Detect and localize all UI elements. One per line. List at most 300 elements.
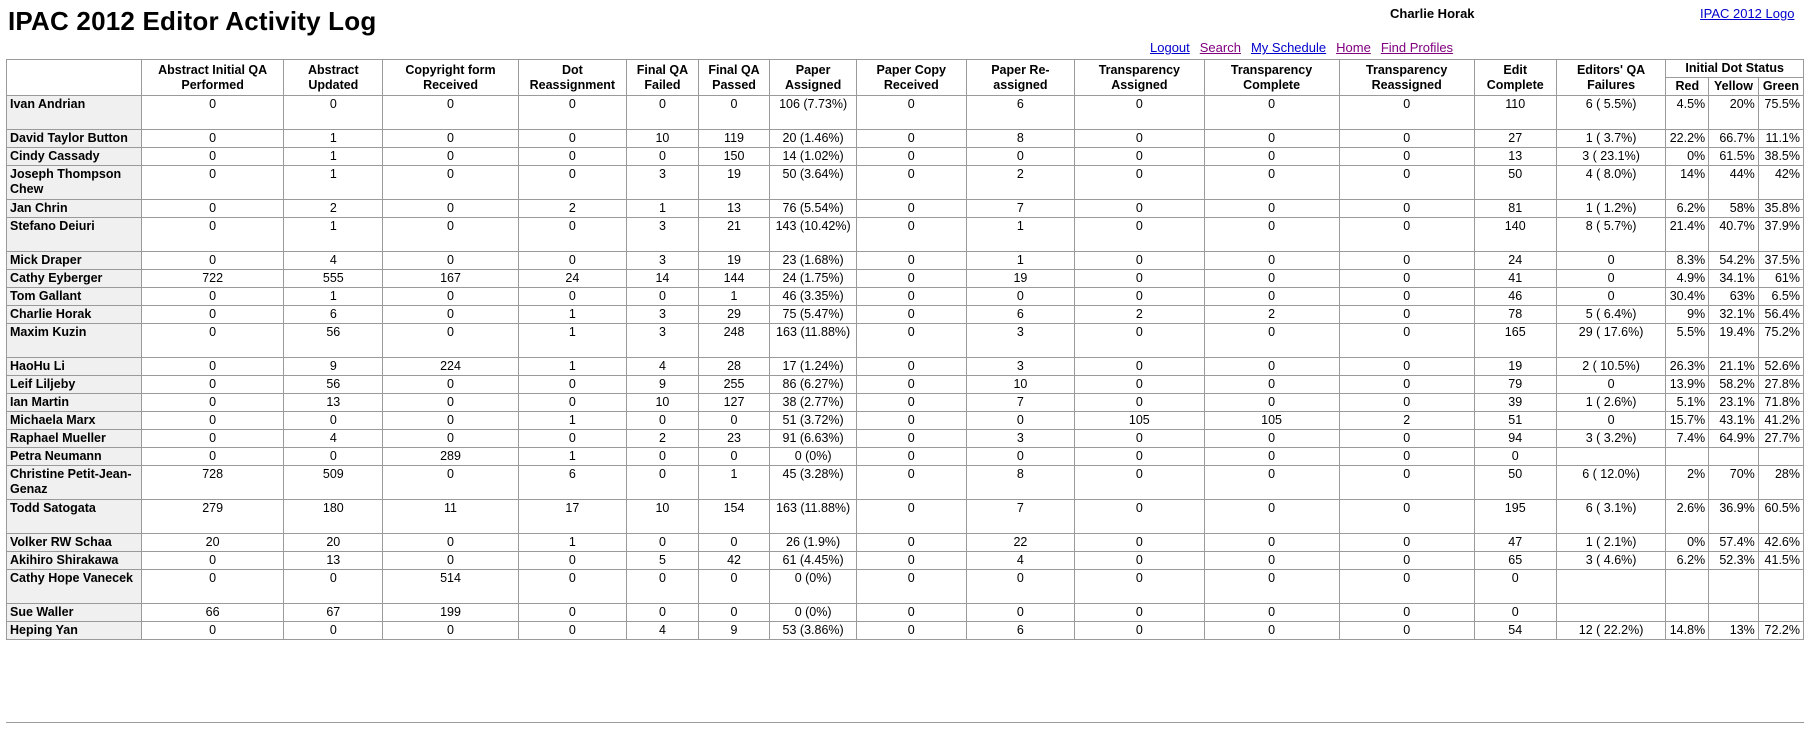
cell-value: 3 (966, 358, 1075, 376)
cell-value: 0 (1339, 130, 1474, 148)
cell-value: 0 (1204, 288, 1339, 306)
dot-status-yellow: 34.1% (1709, 270, 1759, 288)
cell-value: 140 (1474, 218, 1556, 252)
cell-value: 127 (698, 394, 770, 412)
cell-value: 0 (627, 466, 699, 500)
table-row (7, 604, 1804, 622)
cell-value: 0 (383, 130, 518, 148)
cell-value: 0 (856, 324, 966, 358)
cell-value: 0 (1474, 604, 1556, 622)
cell-value: 6 (518, 466, 627, 500)
cell-value: 199 (383, 604, 518, 622)
cell-value: 0 (1339, 394, 1474, 412)
cell-value: 0 (1075, 466, 1204, 500)
cell-value: 56 (284, 376, 383, 394)
cell-value: 0 (856, 448, 966, 466)
dot-status-red: 6.2% (1666, 552, 1709, 570)
cell-value: 0 (1339, 534, 1474, 552)
cell-value: 728 (142, 466, 284, 500)
cell-value: 0 (1204, 430, 1339, 448)
dot-status-green: 60.5% (1758, 500, 1803, 534)
cell-value: 0 (856, 412, 966, 430)
cell-value: 1 (698, 466, 770, 500)
nav-link-find-profiles[interactable]: Find Profiles (1380, 40, 1454, 55)
dot-status-green: 27.8% (1758, 376, 1803, 394)
cell-value: 0 (1075, 500, 1204, 534)
cell-value: 0 (1339, 270, 1474, 288)
table-row (7, 466, 1804, 500)
cell-value: 17 (518, 500, 627, 534)
editor-name: HaoHu Li (7, 358, 142, 376)
dot-status-green: 37.5% (1758, 252, 1803, 270)
cell-value: 0 (627, 412, 699, 430)
cell-value: 0 (627, 534, 699, 552)
cell-value: 46 (1474, 288, 1556, 306)
cell-value: 75 (5.47%) (770, 306, 857, 324)
cell-value: 19 (966, 270, 1075, 288)
current-user-name: Charlie Horak (1390, 6, 1475, 21)
cell-value: 0 (698, 448, 770, 466)
cell-value: 0 (1339, 306, 1474, 324)
cell-value: 7 (966, 500, 1075, 534)
page-title: IPAC 2012 Editor Activity Log (8, 6, 377, 36)
cell-value: 163 (11.88%) (770, 500, 857, 534)
cell-value: 0 (142, 288, 284, 306)
dot-status-green: 37.9% (1758, 218, 1803, 252)
nav-link-my-schedule[interactable]: My Schedule (1250, 40, 1327, 55)
cell-value: 0 (518, 394, 627, 412)
cell-value: 509 (284, 466, 383, 500)
table-row (7, 376, 1804, 394)
cell-value: 0 (627, 148, 699, 166)
cell-value: 0 (966, 570, 1075, 604)
cell-value: 0 (856, 306, 966, 324)
dot-status-green: 28% (1758, 466, 1803, 500)
cell-value: 0 (518, 96, 627, 130)
cell-value: 24 (1.75%) (770, 270, 857, 288)
cell-value: 0 (627, 288, 699, 306)
dot-status-green: 71.8% (1758, 394, 1803, 412)
cell-value: 514 (383, 570, 518, 604)
dot-status-yellow: 21.1% (1709, 358, 1759, 376)
cell-value: 0 (383, 466, 518, 500)
cell-value: 0 (518, 218, 627, 252)
cell-value: 4 (627, 358, 699, 376)
cell-value: 0 (1339, 96, 1474, 130)
column-header-final-qa-passed: Final QA Passed (698, 60, 770, 96)
dot-status-green: 6.5% (1758, 288, 1803, 306)
column-header-abstract-updated: Abstract Updated (284, 60, 383, 96)
cell-value: 0 (1204, 166, 1339, 200)
cell-value: 41 (1474, 270, 1556, 288)
cell-value: 3 (966, 324, 1075, 358)
cell-value: 53 (3.86%) (770, 622, 857, 640)
cell-value: 27 (1474, 130, 1556, 148)
cell-value: 0 (1204, 218, 1339, 252)
cell-value: 0 (627, 448, 699, 466)
dot-status-green: 35.8% (1758, 200, 1803, 218)
cell-value: 163 (11.88%) (770, 324, 857, 358)
dot-status-red: 8.3% (1666, 252, 1709, 270)
cell-value: 67 (284, 604, 383, 622)
cell-value: 14 (1.02%) (770, 148, 857, 166)
cell-value: 0 (1339, 218, 1474, 252)
dot-status-yellow: 66.7% (1709, 130, 1759, 148)
cell-value: 0 (142, 376, 284, 394)
cell-value: 0 (142, 252, 284, 270)
cell-value: 0 (1075, 130, 1204, 148)
cell-value: 8 ( 5.7%) (1556, 218, 1666, 252)
cell-value: 3 ( 3.2%) (1556, 430, 1666, 448)
cell-value: 0 (698, 96, 770, 130)
cell-value: 4 (284, 252, 383, 270)
cell-value: 5 ( 6.4%) (1556, 306, 1666, 324)
cell-value: 3 ( 4.6%) (1556, 552, 1666, 570)
table-row (7, 358, 1804, 376)
table-row (7, 288, 1804, 306)
cell-value: 0 (1075, 622, 1204, 640)
cell-value: 0 (383, 252, 518, 270)
dot-status-red: 2.6% (1666, 500, 1709, 534)
cell-value: 12 ( 22.2%) (1556, 622, 1666, 640)
cell-value: 0 (966, 412, 1075, 430)
dot-status-red (1666, 448, 1709, 466)
cell-value: 1 (966, 252, 1075, 270)
cell-value: 3 (627, 324, 699, 358)
cell-value: 46 (3.35%) (770, 288, 857, 306)
column-header-paper-assigned: Paper Assigned (770, 60, 857, 96)
cell-value: 3 (627, 218, 699, 252)
cell-value: 50 (1474, 466, 1556, 500)
editor-name: Jan Chrin (7, 200, 142, 218)
cell-value: 0 (1204, 358, 1339, 376)
dot-status-yellow: 36.9% (1709, 500, 1759, 534)
dot-status-red: 15.7% (1666, 412, 1709, 430)
cell-value: 2 (627, 430, 699, 448)
dot-status-green (1758, 448, 1803, 466)
cell-value: 0 (142, 130, 284, 148)
header-row (7, 60, 1804, 78)
table-header (7, 60, 1804, 96)
cell-value: 0 (142, 412, 284, 430)
table-row (7, 148, 1804, 166)
cell-value: 1 (284, 130, 383, 148)
cell-value: 0 (142, 394, 284, 412)
dot-status-red: 13.9% (1666, 376, 1709, 394)
cell-value: 2 (966, 166, 1075, 200)
cell-value: 105 (1204, 412, 1339, 430)
column-header-abstract-initial-qa-performed: Abstract Initial QA Performed (142, 60, 284, 96)
cell-value: 2 ( 10.5%) (1556, 358, 1666, 376)
cell-value: 10 (966, 376, 1075, 394)
table-row (7, 200, 1804, 218)
cell-value: 6 (966, 622, 1075, 640)
cell-value: 2 (1339, 412, 1474, 430)
cell-value: 0 (383, 376, 518, 394)
dot-status-red: 9% (1666, 306, 1709, 324)
cell-value: 0 (518, 604, 627, 622)
editor-name: Charlie Horak (7, 306, 142, 324)
cell-value: 1 (698, 288, 770, 306)
cell-value: 0 (1339, 288, 1474, 306)
cell-value: 0 (1204, 130, 1339, 148)
cell-value: 555 (284, 270, 383, 288)
cell-value: 0 (284, 570, 383, 604)
cell-value: 106 (7.73%) (770, 96, 857, 130)
cell-value: 0 (856, 500, 966, 534)
cell-value: 1 (518, 324, 627, 358)
column-header-dot-reassignment: Dot Reassignment (518, 60, 627, 96)
cell-value: 289 (383, 448, 518, 466)
cell-value: 110 (1474, 96, 1556, 130)
dot-status-red: 5.1% (1666, 394, 1709, 412)
cell-value: 47 (1474, 534, 1556, 552)
cell-value: 0 (856, 252, 966, 270)
cell-value: 0 (1075, 604, 1204, 622)
cell-value: 0 (1339, 358, 1474, 376)
editor-name: Cindy Cassady (7, 148, 142, 166)
nav-link-search[interactable]: Search (1199, 40, 1241, 55)
cell-value: 0 (1339, 622, 1474, 640)
table-row (7, 500, 1804, 534)
cell-value: 0 (698, 534, 770, 552)
cell-value: 13 (1474, 148, 1556, 166)
cell-value: 94 (1474, 430, 1556, 448)
dot-status-red: 0% (1666, 534, 1709, 552)
cell-value: 0 (966, 148, 1075, 166)
cell-value: 0 (383, 430, 518, 448)
cell-value: 0 (698, 412, 770, 430)
header-name-corner (7, 60, 142, 96)
editor-name: Raphael Mueller (7, 430, 142, 448)
dot-status-red: 7.4% (1666, 430, 1709, 448)
cell-value: 0 (627, 604, 699, 622)
cell-value: 0 (856, 148, 966, 166)
dot-status-yellow (1709, 570, 1759, 604)
cell-value: 0 (518, 148, 627, 166)
dot-status-green: 42% (1758, 166, 1803, 200)
cell-value: 143 (10.42%) (770, 218, 857, 252)
cell-value: 50 (3.64%) (770, 166, 857, 200)
column-header-initial-dot-status: Initial Dot Status (1666, 60, 1804, 78)
cell-value: 0 (383, 534, 518, 552)
dot-status-green: 27.7% (1758, 430, 1803, 448)
cell-value: 13 (284, 552, 383, 570)
cell-value: 39 (1474, 394, 1556, 412)
dot-status-green: 38.5% (1758, 148, 1803, 166)
cell-value: 1 (284, 166, 383, 200)
editor-name: Akihiro Shirakawa (7, 552, 142, 570)
cell-value: 0 (1204, 394, 1339, 412)
cell-value: 0 (1339, 252, 1474, 270)
cell-value: 0 (856, 534, 966, 552)
cell-value: 0 (856, 570, 966, 604)
cell-value: 0 (383, 622, 518, 640)
cell-value: 0 (698, 604, 770, 622)
dot-status-yellow: 57.4% (1709, 534, 1759, 552)
cell-value: 1 (518, 448, 627, 466)
cell-value: 0 (142, 622, 284, 640)
cell-value: 0 (1075, 166, 1204, 200)
cell-value: 29 ( 17.6%) (1556, 324, 1666, 358)
editor-name: Maxim Kuzin (7, 324, 142, 358)
cell-value: 0 (383, 394, 518, 412)
cell-value: 7 (966, 394, 1075, 412)
cell-value: 3 ( 23.1%) (1556, 148, 1666, 166)
cell-value: 79 (1474, 376, 1556, 394)
cell-value: 0 (284, 622, 383, 640)
cell-value: 0 (383, 288, 518, 306)
conference-logo-link[interactable]: IPAC 2012 Logo (1700, 6, 1795, 21)
cell-value: 0 (1075, 96, 1204, 130)
cell-value: 0 (284, 96, 383, 130)
cell-value: 167 (383, 270, 518, 288)
cell-value: 20 (284, 534, 383, 552)
cell-value: 0 (1339, 324, 1474, 358)
cell-value: 0 (142, 448, 284, 466)
cell-value: 1 (518, 306, 627, 324)
cell-value: 3 (627, 166, 699, 200)
cell-value: 180 (284, 500, 383, 534)
cell-value: 0 (518, 252, 627, 270)
cell-value: 0 (142, 358, 284, 376)
dot-status-red: 0% (1666, 148, 1709, 166)
column-header-paper-re-assigned: Paper Re-assigned (966, 60, 1075, 96)
cell-value: 0 (1204, 376, 1339, 394)
table-row (7, 448, 1804, 466)
table-row (7, 324, 1804, 358)
cell-value: 0 (383, 96, 518, 130)
cell-value: 0 (142, 148, 284, 166)
cell-value: 0 (856, 604, 966, 622)
dot-status-yellow: 43.1% (1709, 412, 1759, 430)
dot-status-red: 4.9% (1666, 270, 1709, 288)
column-header-dot-red: Red (1666, 78, 1709, 96)
cell-value: 66 (142, 604, 284, 622)
table-row (7, 552, 1804, 570)
cell-value: 54 (1474, 622, 1556, 640)
cell-value: 0 (1075, 552, 1204, 570)
cell-value: 29 (698, 306, 770, 324)
cell-value: 0 (1204, 552, 1339, 570)
table-row (7, 96, 1804, 130)
dot-status-green: 72.2% (1758, 622, 1803, 640)
cell-value: 0 (142, 570, 284, 604)
cell-value: 0 (1075, 570, 1204, 604)
cell-value: 4 (966, 552, 1075, 570)
column-header-paper-copy-received: Paper Copy Received (856, 60, 966, 96)
dot-status-yellow: 63% (1709, 288, 1759, 306)
dot-status-yellow: 52.3% (1709, 552, 1759, 570)
cell-value: 0 (383, 166, 518, 200)
cell-value: 0 (1339, 448, 1474, 466)
table-row (7, 306, 1804, 324)
cell-value: 11 (383, 500, 518, 534)
editor-name: Sue Waller (7, 604, 142, 622)
dot-status-red (1666, 570, 1709, 604)
cell-value: 0 (1075, 534, 1204, 552)
cell-value: 119 (698, 130, 770, 148)
nav-link-home[interactable]: Home (1336, 40, 1371, 55)
cell-value: 3 (966, 430, 1075, 448)
editor-name: Heping Yan (7, 622, 142, 640)
cell-value: 38 (2.77%) (770, 394, 857, 412)
editor-name: Leif Liljeby (7, 376, 142, 394)
dot-status-red: 26.3% (1666, 358, 1709, 376)
cell-value: 0 (627, 96, 699, 130)
cell-value: 1 (627, 200, 699, 218)
column-header-transparency-complete: Transparency Complete (1204, 60, 1339, 96)
cell-value: 0 (1204, 604, 1339, 622)
table-row (7, 130, 1804, 148)
cell-value (1556, 604, 1666, 622)
cell-value: 0 (383, 148, 518, 166)
cell-value: 0 (1556, 412, 1666, 430)
dot-status-yellow: 32.1% (1709, 306, 1759, 324)
cell-value: 0 (518, 552, 627, 570)
cell-value: 0 (1556, 252, 1666, 270)
cell-value: 0 (284, 448, 383, 466)
dot-status-red: 14% (1666, 166, 1709, 200)
cell-value: 165 (1474, 324, 1556, 358)
cell-value: 28 (698, 358, 770, 376)
cell-value: 0 (698, 570, 770, 604)
dot-status-red: 21.4% (1666, 218, 1709, 252)
editor-name: Michaela Marx (7, 412, 142, 430)
cell-value: 13 (284, 394, 383, 412)
table-row (7, 270, 1804, 288)
cell-value: 0 (1075, 218, 1204, 252)
dot-status-yellow (1709, 448, 1759, 466)
table-row (7, 570, 1804, 604)
cell-value: 61 (4.45%) (770, 552, 857, 570)
cell-value: 0 (0%) (770, 570, 857, 604)
dot-status-red: 14.8% (1666, 622, 1709, 640)
cell-value: 0 (383, 218, 518, 252)
column-header-transparency-assigned: Transparency Assigned (1075, 60, 1204, 96)
dot-status-green: 11.1% (1758, 130, 1803, 148)
column-header-dot-yellow: Yellow (1709, 78, 1759, 96)
cell-value: 0 (1339, 500, 1474, 534)
cell-value: 0 (1075, 430, 1204, 448)
nav-link-logout[interactable]: Logout (1150, 40, 1190, 55)
cell-value: 0 (1075, 448, 1204, 466)
cell-value: 10 (627, 394, 699, 412)
cell-value: 8 (966, 466, 1075, 500)
cell-value: 0 (1075, 270, 1204, 288)
cell-value: 0 (142, 552, 284, 570)
bottom-divider (6, 722, 1804, 723)
cell-value: 19 (1474, 358, 1556, 376)
cell-value: 0 (856, 552, 966, 570)
cell-value: 722 (142, 270, 284, 288)
dot-status-yellow: 20% (1709, 96, 1759, 130)
column-header-copyright-form-received: Copyright form Received (383, 60, 518, 96)
cell-value: 0 (1204, 570, 1339, 604)
cell-value: 0 (142, 306, 284, 324)
cell-value: 0 (856, 376, 966, 394)
cell-value: 0 (1339, 376, 1474, 394)
editor-name: David Taylor Button (7, 130, 142, 148)
editor-name: Cathy Hope Vanecek (7, 570, 142, 604)
cell-value: 0 (1204, 466, 1339, 500)
cell-value: 154 (698, 500, 770, 534)
cell-value: 0 (856, 394, 966, 412)
cell-value: 0 (1556, 376, 1666, 394)
cell-value: 0 (1474, 570, 1556, 604)
cell-value: 6 ( 3.1%) (1556, 500, 1666, 534)
cell-value: 0 (1339, 466, 1474, 500)
